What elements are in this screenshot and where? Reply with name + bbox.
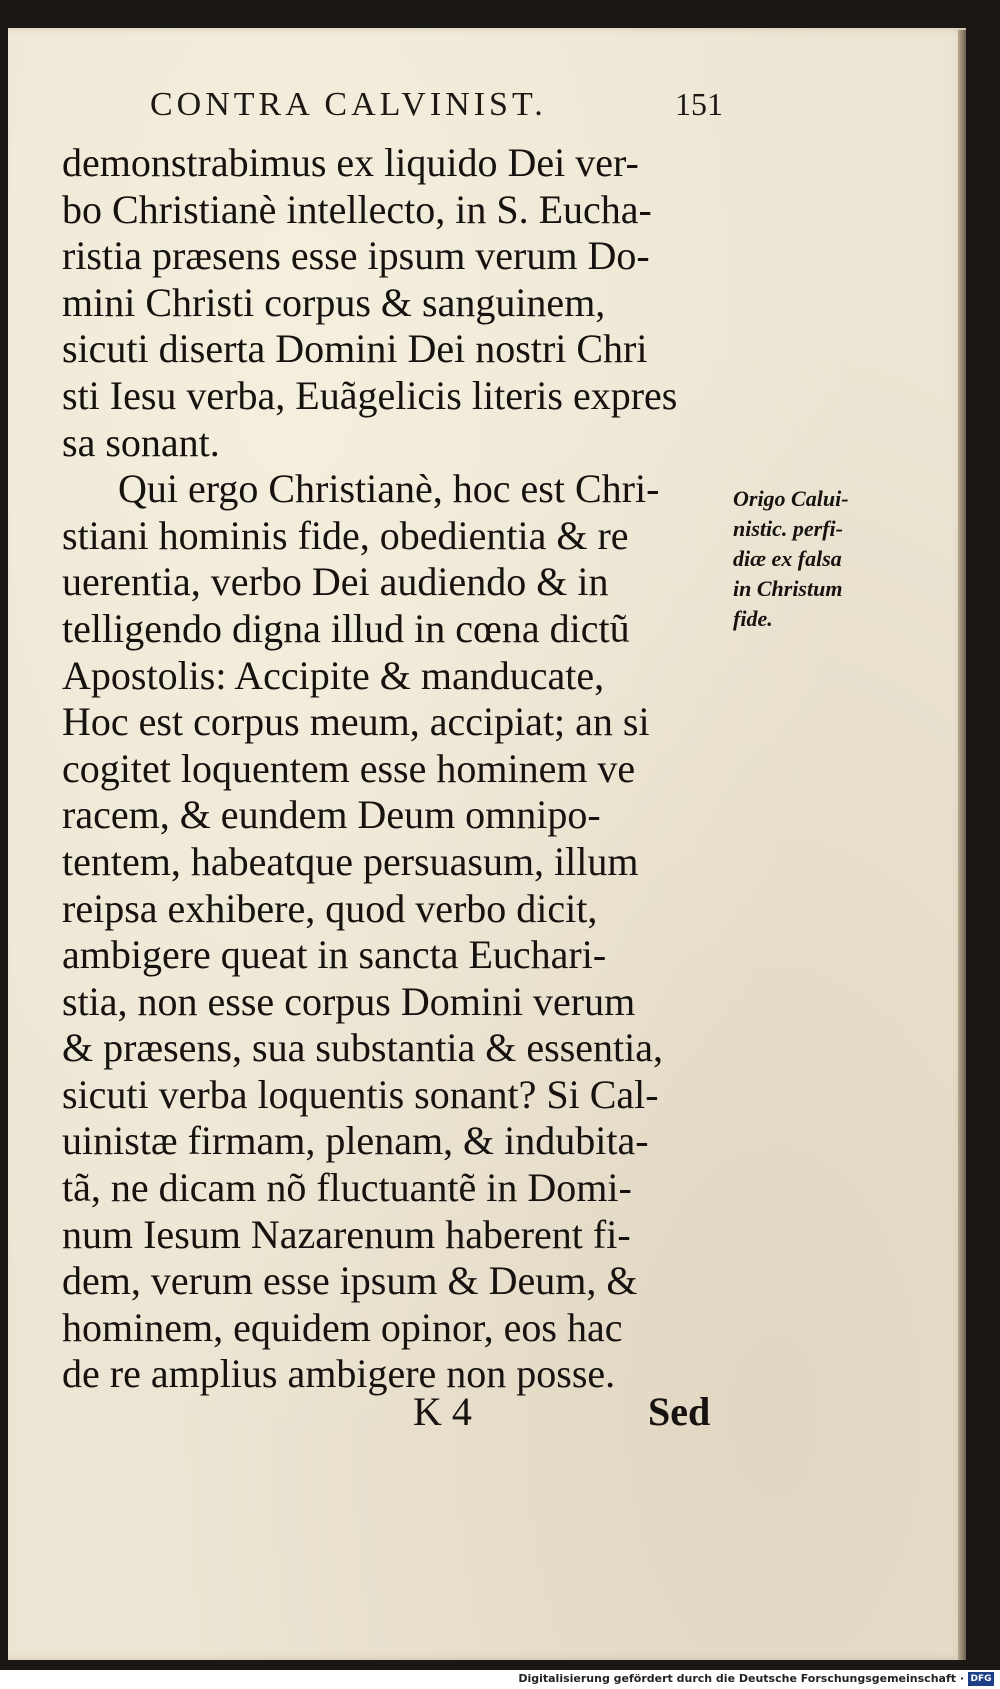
marginal-note — [733, 484, 893, 634]
credit-bar — [0, 1670, 1000, 1689]
dfg-logo: DFG — [968, 1672, 994, 1686]
text-line: & præsens, sua substantia & essentia, — [62, 1025, 664, 1071]
marginal-note-line: nistic. perfi- — [733, 516, 843, 541]
text-line: uerentia, verbo Dei audiendo & in — [62, 559, 609, 605]
text-line: dem, verum esse ipsum & Deum, & — [62, 1258, 638, 1304]
text-line: ristia præsens esse ipsum verum Do- — [62, 233, 650, 279]
text-line: stiani hominis fide, obedientia & re — [62, 512, 629, 558]
text-line: hominem, equidem opinor, eos hac — [62, 1304, 623, 1350]
page-number: 151 — [675, 86, 723, 122]
marginal-note-line: in Christum — [733, 576, 843, 601]
text-line: num Iesum Nazarenum haberent fi- — [62, 1211, 631, 1257]
text-line: stia, non esse corpus Domini verum — [62, 978, 636, 1024]
text-line: bo Christianè intellecto, in S. Eucha- — [62, 186, 652, 232]
text-line: reipsa exhibere, quod verbo dicit, — [62, 885, 598, 931]
text-line: tentem, habeatque persuasum, illum — [62, 838, 639, 884]
text-line: tã, ne dicam nõ fluctuantẽ in Domi- — [62, 1165, 632, 1211]
text-line: Apostolis: Accipite & manducate, — [62, 652, 605, 698]
text-line: sa sonant. — [62, 419, 220, 465]
text-line: racem, & eundem Deum omnipo- — [62, 792, 601, 838]
text-line: telligendo digna illud in cœna dictũ — [62, 605, 630, 651]
funding-credit: Digitalisierung gefördert durch die Deutsche Forschungsgemeinschaft · — [518, 1672, 964, 1685]
catchword: Sed — [648, 1389, 711, 1434]
page-header — [150, 86, 730, 136]
text-line: sicuti verba loquentis sonant? Si Cal- — [62, 1071, 659, 1117]
signature-mark: K 4 — [413, 1389, 472, 1434]
text-line: demonstrabimus ex liquido Dei ver- — [62, 140, 639, 185]
text-line: uinistæ firmam, plenam, & indubita- — [62, 1118, 649, 1164]
running-title: CONTRA CALVINIST. — [150, 86, 547, 123]
page-footer — [0, 1388, 1000, 1438]
text-line: mini Christi corpus & sanguinem, — [62, 279, 606, 325]
text-line: sicuti diserta Domini Dei nostri Chri — [62, 326, 648, 372]
text-line: Qui ergo Christianè, hoc est Chri- — [118, 466, 660, 512]
marginal-note-line: diæ ex falsa — [733, 546, 842, 571]
marginal-note-line: fide. — [733, 606, 773, 631]
text-line: Hoc est corpus meum, accipiat; an si — [62, 699, 650, 745]
text-line: cogitet loquentem esse hominem ve — [62, 745, 636, 791]
text-line: sti Iesu verba, Euãgelicis literis expres — [62, 372, 678, 418]
main-text-block — [62, 140, 742, 1398]
text-line: de re amplius ambigere non posse. — [62, 1351, 616, 1397]
text-line: ambigere queat in sancta Euchari- — [62, 932, 607, 978]
marginal-note-line: Origo Calui- — [733, 486, 849, 511]
